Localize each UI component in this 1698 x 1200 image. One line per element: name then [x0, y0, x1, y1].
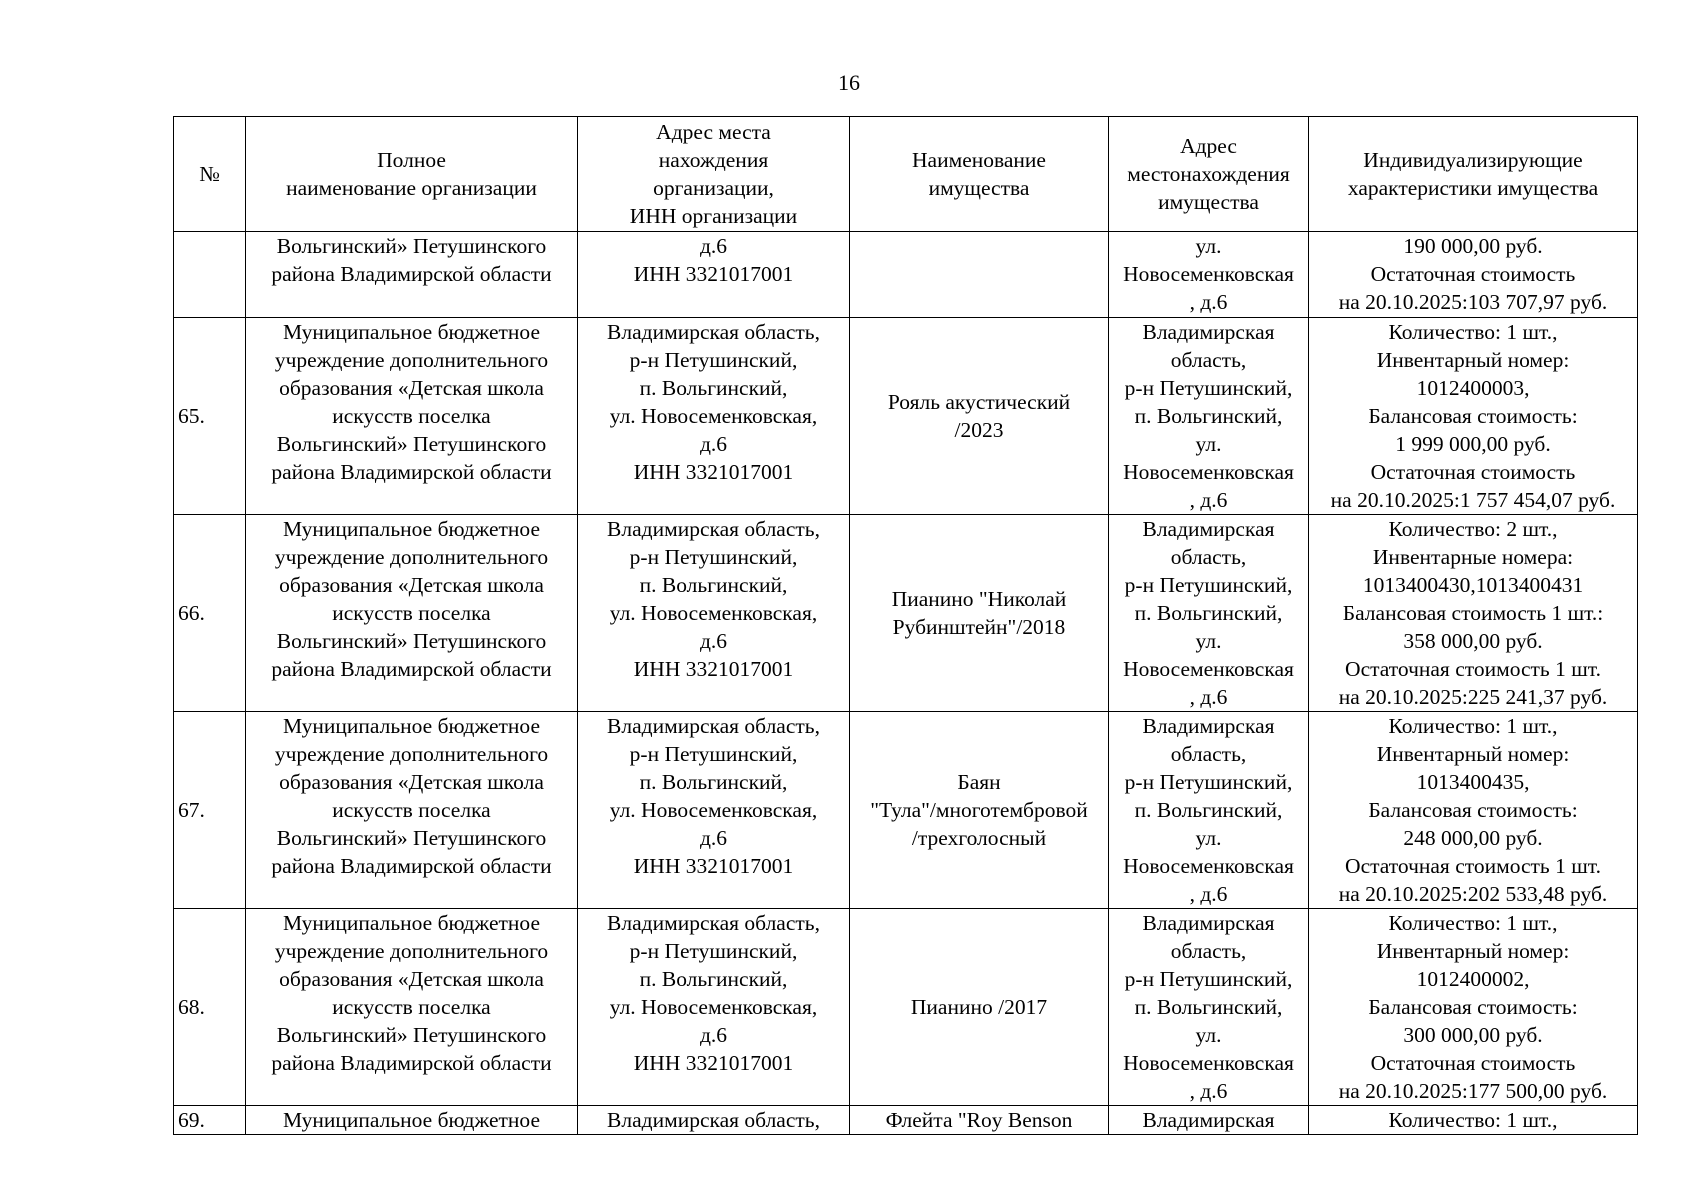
row-number [174, 232, 246, 318]
property-details-cell: Количество: 1 шт., Инвентарный номер: 1012400002, Балансовая стоимость: 300 000,00 руб. Остаточная стоимость на 20.10.2025:177 500,00 руб. [1309, 909, 1638, 1106]
header-row [174, 117, 1638, 232]
header-org-name: Полное наименование организации [246, 117, 578, 232]
header-org-address: Адрес места нахождения организации, ИНН организации [578, 117, 850, 232]
table-row [174, 318, 1638, 515]
header-number: № [174, 117, 246, 232]
property-name-cell [850, 232, 1109, 318]
property-address-cell: Владимирская область, р-н Петушинский, п. Вольгинский, ул. Новосеменковская , д.6 [1109, 909, 1309, 1106]
property-address-cell: ул. Новосеменковская , д.6 [1109, 232, 1309, 318]
org-address-cell: Владимирская область, [578, 1106, 850, 1135]
org-address-cell: Владимирская область, р-н Петушинский, п. Вольгинский, ул. Новосеменковская, д.6 ИНН 3321017001 [578, 909, 850, 1106]
property-details-cell: 190 000,00 руб. Остаточная стоимость на 20.10.2025:103 707,97 руб. [1309, 232, 1638, 318]
table-row [174, 515, 1638, 712]
row-number: 68. [174, 909, 246, 1106]
org-address-cell: Владимирская область, р-н Петушинский, п. Вольгинский, ул. Новосеменковская, д.6 ИНН 3321017001 [578, 515, 850, 712]
org-address-cell: Владимирская область, р-н Петушинский, п. Вольгинский, ул. Новосеменковская, д.6 ИНН 3321017001 [578, 712, 850, 909]
table-row [174, 232, 1638, 318]
property-name-cell: Пианино /2017 [850, 909, 1109, 1106]
property-address-cell: Владимирская [1109, 1106, 1309, 1135]
property-details-cell: Количество: 1 шт., Инвентарный номер: 1013400435, Балансовая стоимость: 248 000,00 руб. Остаточная стоимость 1 шт. на 20.10.2025:202 533,48 руб. [1309, 712, 1638, 909]
row-number: 66. [174, 515, 246, 712]
org-name-cell: Муниципальное бюджетное учреждение дополнительного образования «Детская школа искусств поселка Вольгинский» Петушинского района Владимирской области [246, 318, 578, 515]
property-name-cell: Пианино "Николай Рубинштейн"/2018 [850, 515, 1109, 712]
org-address-cell: д.6 ИНН 3321017001 [578, 232, 850, 318]
property-name-cell: Флейта "Roy Benson [850, 1106, 1109, 1135]
page-number: 16 [838, 70, 860, 95]
org-name-cell: Муниципальное бюджетное учреждение дополнительного образования «Детская школа искусств поселка Вольгинский» Петушинского района Владимирской области [246, 515, 578, 712]
property-address-cell: Владимирская область, р-н Петушинский, п. Вольгинский, ул. Новосеменковская , д.6 [1109, 712, 1309, 909]
org-name-cell: Вольгинский» Петушинского района Владимирской области [246, 232, 578, 318]
property-name-cell: Рояль акустический /2023 [850, 318, 1109, 515]
property-details-cell: Количество: 1 шт., Инвентарный номер: 1012400003, Балансовая стоимость: 1 999 000,00 руб. Остаточная стоимость на 20.10.2025:1 757 454,07 руб. [1309, 318, 1638, 515]
row-number: 65. [174, 318, 246, 515]
header-property-address: Адрес местонахождения имущества [1109, 117, 1309, 232]
property-table [173, 116, 1638, 1135]
property-address-cell: Владимирская область, р-н Петушинский, п. Вольгинский, ул. Новосеменковская , д.6 [1109, 515, 1309, 712]
org-name-cell: Муниципальное бюджетное учреждение дополнительного образования «Детская школа искусств поселка Вольгинский» Петушинского района Владимирской области [246, 909, 578, 1106]
property-address-cell: Владимирская область, р-н Петушинский, п. Вольгинский, ул. Новосеменковская , д.6 [1109, 318, 1309, 515]
table-row [174, 909, 1638, 1106]
row-number: 67. [174, 712, 246, 909]
property-name-cell: Баян "Тула"/многотембровой /трехголосный [850, 712, 1109, 909]
header-property-name: Наименование имущества [850, 117, 1109, 232]
org-name-cell: Муниципальное бюджетное [246, 1106, 578, 1135]
property-details-cell: Количество: 1 шт., [1309, 1106, 1638, 1135]
header-property-details: Индивидуализирующие характеристики имущества [1309, 117, 1638, 232]
table-row [174, 1106, 1638, 1135]
table-row [174, 712, 1638, 909]
property-details-cell: Количество: 2 шт., Инвентарные номера: 1013400430,1013400431 Балансовая стоимость 1 шт.: 358 000,00 руб. Остаточная стоимость 1 шт. на 20.10.2025:225 241,37 руб. [1309, 515, 1638, 712]
org-address-cell: Владимирская область, р-н Петушинский, п. Вольгинский, ул. Новосеменковская, д.6 ИНН 3321017001 [578, 318, 850, 515]
org-name-cell: Муниципальное бюджетное учреждение дополнительного образования «Детская школа искусств поселка Вольгинский» Петушинского района Владимирской области [246, 712, 578, 909]
row-number: 69. [174, 1106, 246, 1135]
